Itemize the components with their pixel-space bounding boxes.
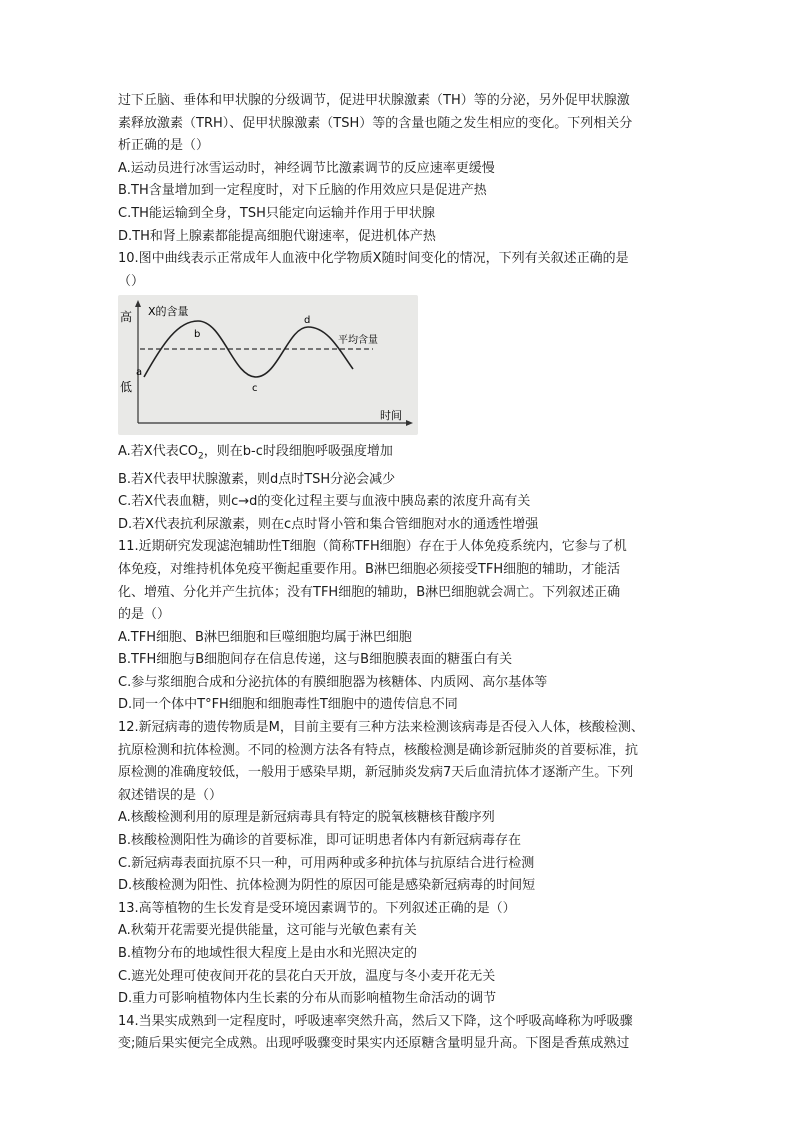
q11-stem-line: 化、增殖、分化并产生抗体；没有TFH细胞的辅助，B淋巴细胞就会凋亡。下列叙述正确 — [118, 584, 621, 600]
x-axis-arrow — [406, 420, 413, 426]
q11-stem-line: 的是（） — [118, 607, 171, 623]
point-d-label: d — [304, 315, 311, 327]
q10-option-a-text: A.若X代表CO — [118, 444, 199, 460]
y-low-label: 低 — [120, 380, 133, 395]
q14-stem-line: 变;随后果实便完全成熟。出现呼吸骤变时果实内还原糖含量明显升高。下图是香蕉成熟过 — [118, 1036, 630, 1052]
q11-stem-line: 体免疫，对维持机体免疫平衡起重要作用。B淋巴细胞必须接受TFH细胞的辅助，才能活 — [118, 561, 621, 577]
point-b-label: b — [194, 329, 201, 341]
average-label: 平均含量 — [338, 335, 378, 347]
q10-option-b: B.若X代表甲状腺激素，则d点时TSH分泌会减少 — [118, 471, 396, 487]
x-content-curve-diagram — [118, 295, 418, 435]
q12-option-b: B.核酸检测阳性为确诊的首要标准，即可证明患者体内有新冠病毒存在 — [118, 833, 522, 849]
y-axis-arrow — [135, 300, 141, 307]
y-high-label: 高 — [120, 310, 133, 325]
question-14 — [118, 1011, 678, 1056]
q13-option-a: A.秋菊开花需要光提供能量，这可能与光敏色素有关 — [118, 923, 417, 939]
q9-stem-line: 过下丘脑、垂体和甲状腺的分级调节，促进甲状腺激素（TH）等的分泌，另外促甲状腺激 — [118, 93, 630, 108]
question-11 — [118, 536, 678, 717]
q10-option-a-text-end: ，则在b-c时段细胞呼吸强度增加 — [203, 444, 393, 460]
q10-stem-line: （） — [118, 273, 145, 289]
q12-option-a: A.核酸检测利用的原理是新冠病毒具有特定的脱氧核糖核苷酸序列 — [118, 810, 495, 826]
q12-option-d: D.核酸检测为阳性、抗体检测为阴性的原因可能是感染新冠病毒的时间短 — [118, 878, 536, 894]
question-12 — [118, 717, 678, 898]
q10-stem-line: 10.图中曲线表示正常成年人血液中化学物质X随时间变化的情况，下列有关叙述正确的是 — [118, 251, 629, 267]
q11-option-d: D.同一个体中T°FH细胞和细胞毒性T细胞中的遗传信息不同 — [118, 697, 458, 713]
question-13 — [118, 898, 678, 1011]
q10-figure — [118, 295, 418, 435]
document-page — [118, 90, 678, 1056]
q12-option-c: C.新冠病毒表面抗原不只一种，可用两种或多种抗体与抗原结合进行检测 — [118, 855, 535, 871]
q13-option-d: D.重力可影响植物体内生长素的分布从而影响植物生命活动的调节 — [118, 991, 497, 1007]
curve-label: X的含量 — [148, 305, 189, 319]
question-10 — [118, 248, 678, 536]
x-axis-label: 时间 — [380, 409, 402, 423]
q12-stem-line: 12.新冠病毒的遗传物质是M，目前主要有三种方法来检测该病毒是否侵入人体，核酸检测、 — [118, 720, 644, 736]
q14-stem-line: 14.当果实成熟到一定程度时，呼吸速率突然升高，然后又下降，这个呼吸高峰称为呼吸骤 — [118, 1013, 633, 1029]
point-c-label: c — [252, 383, 258, 395]
q9-option-d: D.TH和肾上腺素都能提高细胞代谢速率，促进机体产热 — [118, 228, 436, 244]
q10-option-d: D.若X代表抗利尿激素，则在c点时肾小管和集合管细胞对水的通透性增强 — [118, 516, 539, 532]
q13-stem-line: 13.高等植物的生长发育是受环境因素调节的。下列叙述正确的是（） — [118, 900, 516, 916]
q9-option-b: B.TH含量增加到一定程度时，对下丘脑的作用效应只是促进产热 — [118, 183, 487, 199]
q9-option-c: C.TH能运输到全身，TSH只能定向运输并作用于甲状腺 — [118, 205, 435, 221]
q9-stem-line: 析正确的是（） — [118, 138, 210, 154]
q13-option-c: C.遮光处理可使夜间开花的昙花白天开放，温度与冬小麦开花无关 — [118, 968, 496, 984]
q11-option-c: C.参与浆细胞合成和分泌抗体的有膜细胞器为核糖体、内质网、高尔基体等 — [118, 674, 548, 690]
q12-stem-line: 原检测的准确度较低，一般用于感染早期，新冠肺炎发病7天后血清抗体才逐渐产生。下列 — [118, 765, 634, 781]
q12-stem-line: 抗原检测和抗体检测。不同的检测方法各有特点，核酸检测是确诊新冠肺炎的首要标准，抗 — [118, 742, 639, 758]
q10-option-a — [118, 441, 678, 468]
q10-option-c: C.若X代表血糖，则c→d的变化过程主要与血液中胰岛素的浓度升高有关 — [118, 494, 531, 510]
q9-stem-line: 素释放激素（TRH）、促甲状腺激素（TSH）等的含量也随之发生相应的变化。下列相关分 — [118, 115, 633, 131]
q11-option-b: B.TFH细胞与B细胞间存在信息传递，这与B细胞膜表面的糖蛋白有关 — [118, 652, 513, 668]
q12-stem-line: 叙述错误的是（） — [118, 787, 223, 803]
q11-option-a: A.TFH细胞、B淋巴细胞和巨噬细胞均属于淋巴细胞 — [118, 629, 412, 645]
question-9 — [118, 90, 678, 248]
co2-subscript: 2 — [198, 451, 204, 462]
point-a-label: a — [136, 367, 143, 379]
q9-option-a: A.运动员进行冰雪运动时，神经调节比激素调节的反应速率更缓慢 — [118, 160, 495, 176]
q11-stem-line: 11.近期研究发现滤泡辅助性T细胞（简称TFH细胞）存在于人体免疫系统内，它参与了机 — [118, 539, 627, 555]
q13-option-b: B.植物分布的地域性很大程度上是由水和光照决定的 — [118, 946, 418, 961]
